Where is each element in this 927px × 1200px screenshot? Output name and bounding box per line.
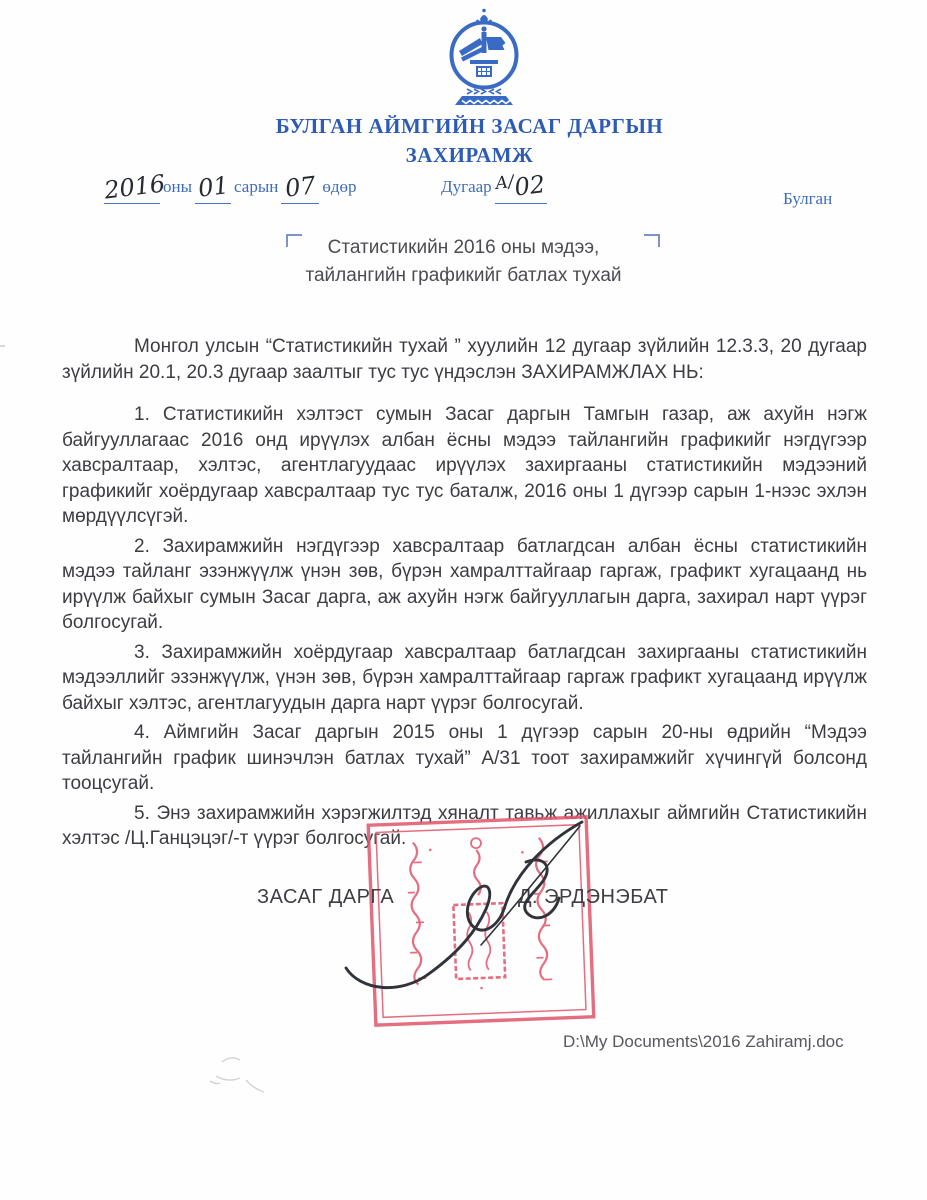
year-label: оны bbox=[163, 177, 193, 196]
place-label: Булган bbox=[783, 189, 833, 208]
decree-item-4: 4. Аймгийн Засаг даргын 2015 оны 1 дүгээр сарын 20-ны өдрийн “Мэдээ тайлангийн график шинэчлэн батлах тухай” А/31 тоот захирамжийг хүчингүй болсонд тооцсугай. bbox=[62, 722, 867, 794]
decree-item-5: 5. Энэ захирамжийн хэрэгжилтэд хяналт тавьж ажиллахыг аймгийн Статистикийн хэлтэс /Ц.Ганцэцэг/-т үүрэг болгосугай. bbox=[62, 802, 867, 849]
number-label: Дугаар bbox=[441, 177, 492, 196]
day-label: өдөр bbox=[322, 177, 357, 196]
handwritten-number-prefix: А/ bbox=[494, 171, 516, 194]
signer-role: ЗАСАГ ДАРГА bbox=[257, 886, 395, 908]
intro-paragraph: Монгол улсын “Статистикийн тухай ” хуулийн 12 дугаар зүйлийн 12.3.3, 20 дугаар зүйлийн 20.1, 20.3 дугаар заалтыг тус тус үндэслэн ЗАХИРАМЖЛАХ НЬ: bbox=[62, 336, 867, 383]
decree-body bbox=[62, 334, 867, 856]
subject-line1: Статистикийн 2016 оны мэдээ, bbox=[327, 237, 600, 258]
signer-name: Д. ЭРДЭНЭБАТ bbox=[518, 886, 669, 908]
decree-item-2: 2. Захирамжийн нэгдүгээр хавсралтаар батлагдсан албан ёсны статистикийн мэдээ тайланг эзэнжүүлж үнэн зөв, бүрэн хамралттайгаар гаргаж, графикт хугацаанд нь ирүүлж байхыг сумын Засаг дарга, аж ахуйн нэгж байгууллагын дарга, захирал нарт үүрэг болгосугай. bbox=[62, 535, 867, 633]
subject-title bbox=[0, 234, 927, 290]
month-label: сарын bbox=[234, 177, 279, 196]
number-blank bbox=[494, 170, 547, 204]
handwritten-number bbox=[495, 171, 547, 206]
date-month-blank bbox=[195, 173, 231, 204]
decree-item-1: 1. Статистикийн хэлтэст сумын Засаг даргын Тамгын газар, аж ахуйн нэгж байгууллагаас 2016 онд ирүүлэх албан ёсны мэдээ тайлангийн графикийг нэгдүгээр хавсралтаар, хэлтэс, агентлагуудаас ирүүлэх захиргааны статистикийн мэдээний графикийг хоёрдугаар хавсралтаар тус тус баталж, 2016 оны 1 дүгээр сарын 1-нээс эхлэн мөрдүүлсүгэй. bbox=[62, 404, 867, 527]
document-number bbox=[438, 170, 547, 204]
date-day-blank bbox=[281, 173, 319, 204]
date-year-blank bbox=[102, 169, 167, 205]
org-title-line2: ЗАХИРАМЖ bbox=[405, 143, 534, 167]
scan-artifact bbox=[0, 345, 5, 347]
handwritten-number-digits: 02 bbox=[512, 170, 547, 202]
handwritten-year: 2016 bbox=[102, 169, 167, 205]
pencil-marks bbox=[180, 1046, 330, 1126]
decree-item-3: 3. Захирамжийн хоёрдугаар хавсралтаар батлагдсан захиргааны статистикийн мэдээллийг эзэнжүүлж, үнэн зөв, бүрэн хамралттайгаар гаргаж графикт хугацаанд ирүүлж байхыг хэлтэс, агентлагуудын дарга нарт үүрэг болгосугай. bbox=[62, 641, 867, 714]
org-title bbox=[6, 112, 927, 170]
handwritten-signature bbox=[330, 810, 622, 1022]
footer-file-path: D:\My Documents\2016 Zahiramj.doc bbox=[563, 1032, 844, 1051]
dateline bbox=[104, 170, 360, 204]
handwritten-month: 01 bbox=[196, 171, 231, 203]
org-title-line1: БУЛГАН АЙМГИЙН ЗАСАГ ДАРГЫН bbox=[275, 114, 664, 138]
state-emblem-icon bbox=[434, 8, 534, 108]
subject-line2: тайлангийн графикийг батлах тухай bbox=[305, 265, 622, 286]
handwritten-day: 07 bbox=[283, 171, 318, 203]
